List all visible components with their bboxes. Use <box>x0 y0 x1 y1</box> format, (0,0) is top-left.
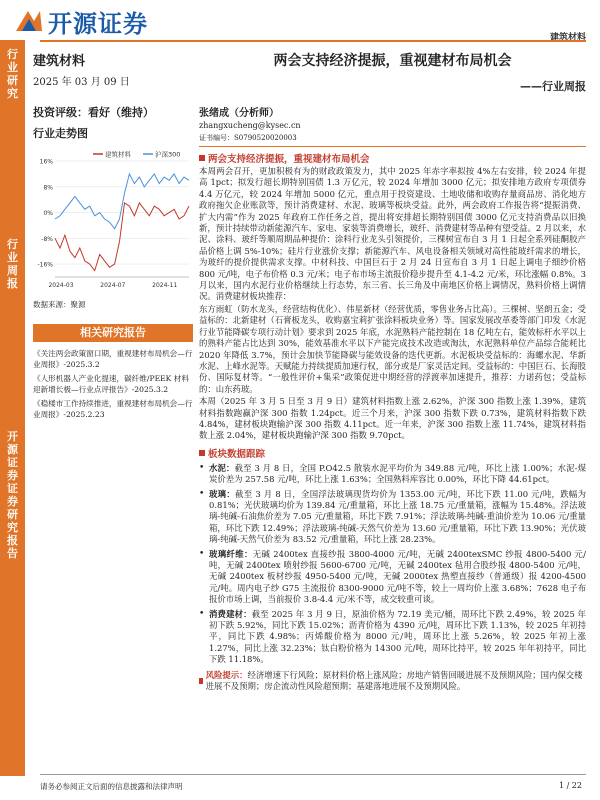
trend-chart-title: 行业走势图 <box>33 127 88 140</box>
analyst-divider <box>199 146 586 147</box>
report-title: 两会支持经济提振，重视建材布局机会 <box>273 53 512 69</box>
chart-legend-label: 建筑材料 <box>105 150 131 159</box>
logo-mark-icon <box>14 7 44 35</box>
bullet-text: 无碱 2400tex 直接纱报 3800-4000 元/吨，无碱 2400texSMC 纱报 4800-5400 元/吨，无碱 2400tex 喷射纱报 5600-6700 元/吨，无碱 2400tex 毡用合股纱报 4800-5400 元/吨，无碱 2400tex 板材纱报 4950-5400 元/吨，无碱 2000tex 热塑直接纱（普通级）报 4200-4500 元/吨。周内电子纱 G75 主流报价 8300-9000 元/吨不等，较上一周均价上涨 3.68%；7628 电子布报价市场上调，当前报价 3.8-4.4 元/米不等，成交较重可谈。 <box>209 548 586 605</box>
analyst-name: 张绪成（分析师） <box>199 108 279 119</box>
sidebar-label-research: 行 业 研 究 <box>7 48 18 100</box>
related-research-list <box>33 348 193 420</box>
section-square-icon <box>199 678 203 684</box>
analyst-email[interactable]: zhangxucheng@kysec.cn <box>199 121 301 130</box>
section-header-data <box>199 446 586 460</box>
bullet-icon: • <box>199 488 205 499</box>
bullet-text: 截至 3 月 8 日，全国 P.O42.5 散装水泥平均价为 349.88 元/吨，环比上涨 1.00%；水泥-煤炭价差为 257.58 元/吨，环比上涨 1.63%；全国熟料库容比 0.00%，环比下降 44.61pct。 <box>209 462 586 485</box>
footer-divider <box>40 774 586 775</box>
header-category: 建筑材料 <box>549 33 586 43</box>
report-date: 2025 年 03 月 09 日 <box>33 77 130 88</box>
brand-name: 开源证券 <box>48 9 148 38</box>
list-item <box>199 463 586 486</box>
bullet-text: 截至 3 月 8 日，全国浮法玻璃现货均价为 1353.00 元/吨，环比下跌 11.00 元/吨，跌幅为 0.81%；光伏玻璃均价为 139.84 元/重量箱，环比上涨 18.75 元/重量箱，涨幅为 15.48%。浮法玻璃-纯碱-石油焦价差为 7.05 元/重量箱，环比下跌 7.91%；浮法玻璃-纯碱-重油价差为 10.06 元/重量箱，环比下跌 12.49%；浮法玻璃-纯碱-天然气价差为 13.60 元/重量箱，环比下跌 13.90%；光伏玻璃-纯碱-天然气价差为 83.52 元/重量箱，环比上涨 28.23%。 <box>209 488 586 545</box>
header-divider <box>40 40 586 42</box>
chart-source: 数据来源：聚源 <box>33 300 86 309</box>
chart-xtick-label: 2024-03 <box>48 282 74 289</box>
bullet-head: 玻璃纤维： <box>209 548 253 559</box>
chart-xtick-label: 2024-11 <box>152 282 178 289</box>
bullet-head: 消费建材： <box>209 608 252 619</box>
list-item <box>199 609 586 666</box>
chart-ytick-label: 0% <box>43 210 53 218</box>
bullet-head: 玻璃： <box>209 488 236 499</box>
related-research-header: 相关研究报告 <box>33 324 193 342</box>
page-number: 1 / 22 <box>558 781 582 790</box>
section-title: 板块数据跟踪 <box>208 448 266 460</box>
brand-logo <box>14 6 148 36</box>
investment-rating: 投资评级：看好（维持） <box>33 106 154 119</box>
chart-series-line <box>55 203 189 271</box>
chart-ytick-label: 8% <box>43 184 53 192</box>
list-item <box>199 549 586 606</box>
summary-paragraph-1: 本周两会召开，更加积极有为的财政政策发力，其中 2025 年赤字率拟按 4%左右安排，较 2024 年提高 1pct；拟发行超长期特别国债 1.3 万亿元，较 2024 年增加 3000 亿元；拟安排地方政府专项债券 4.4 万亿元，较 2024 年增加 5000 亿元，重点用于投资建设、土地收储和收购存量商品房、消化地方政府拖欠企业账款等，预计消费建材、水泥、玻璃等板块受益。此外，两会政府工作报告将“提振消费、扩大内需”作为 2025 年政府工作任务之首，提出将安排超长期特别国债 3000 亿元支持消费品以旧换新，预计持续带动新能源汽车、家电、家装等消费增长，玻纤、消费建材等品种有望受益。2 月以来，水泥、涂料、玻纤等顺周期品种提价：涂料行业龙头引领提价，三棵树宣布自 3 月 1 日起全系列硅酮胶产品价格上调 5%-10%；硅片行业涨价支撑；新能源汽车、风电设备相关领域对高性能玻纤需求的增长，为玻纤的提价提供需求支撑。中材科技、中国巨石于 2 月 24 日宣布自 3 月 1 日起上调电子细纱价格 800 元/吨，电子布价格 0.3 元/米；电子布市场主流报价稳步提升至 4.1-4.2 元/米，环比涨幅 0.8%。3 月以来，国内水泥行业价格继续上行态势，东三省、长三角及中南地区价格上调情况，熟料价格上调情况。消费建材板块推荐： <box>199 166 586 302</box>
analyst-cert: 证书编号：S0790520020003 <box>199 134 297 142</box>
sidebar-label-weekly: 行 业 周 报 <box>7 238 18 290</box>
left-column <box>33 50 193 423</box>
section-square-icon <box>199 450 205 456</box>
sidebar-label-report: 开 源 证 券 证 券 研 究 报 告 <box>7 430 18 560</box>
trend-chart-svg <box>33 147 193 297</box>
bullet-icon: • <box>199 548 205 559</box>
chart-xtick-label: 2024-07 <box>100 282 126 289</box>
trend-chart <box>33 147 193 297</box>
risk-text: 经济增速下行风险；原材料价格上涨风险；房地产销售回暖进展不及预期风险；国内保交楼进展不及预期；房企流动性风险超预期；基建落地进展不及预期风险。 <box>205 669 583 692</box>
related-item[interactable]: 《稳楼市工作持续推进，重视建材布局机会—行业周报》-2025.2.23 <box>33 399 193 419</box>
report-subtitle: ——行业周报 <box>520 80 586 93</box>
industry-name: 建筑材料 <box>33 54 86 69</box>
summary-paragraph-3: 本周（2025 年 3 月 5 日至 3 月 9 日）建筑材料指数上涨 2.62%，沪深 300 指数上涨 1.39%，建筑材料指数跑赢沪深 300 指数 1.24pct。近三个月来，沪深 300 指数下跌 0.73%，建筑材料指数下跌 4.84%，建材板块跑输沪深 300 指数 4.11pct。近一年来，沪深 300 指数上涨 11.74%，建筑材料指数上涨 2.04%，建材板块跑输沪深 300 指数 9.70pct。 <box>199 396 586 441</box>
data-bullets <box>199 463 586 666</box>
section-title: 两会支持经济提振，重视建材布局机会 <box>208 154 370 165</box>
bullet-head: 水泥： <box>209 462 235 473</box>
chart-ytick-label: 16% <box>39 158 53 166</box>
risk-head: 风险提示： <box>205 669 248 680</box>
bullet-icon: • <box>199 608 205 619</box>
main-column <box>199 50 586 692</box>
summary-paragraph-2: 东方雨虹（防水龙头，经营结构优化）、伟星新材（经营优质，零售业务占比高）。三棵树、坚朗五金；受益标的：北新建材（石膏板龙头，收购嘉宝莉扩张涂料板块业务）等。国家发展改革委等部门印发《水泥行业节能降碳专项行动计划》要求到 2025 年底，水泥熟料产能控制在 18 亿吨左右，能效标杆水平以上的熟料产能占比达到 30%，能效基准水平以下产能完成技术改造或淘汰，水泥熟料单位产品综合能耗比 2020 年降低 3.7%，预计会加快节能降碳与能效设备的迭代更新。水泥板块受益标的：海螺水泥、华新水泥、上峰水泥等。天赋能力持续提质加速行权，部分或是厂家灵活定间。受益标的：中国巨石、长海股份、国际复材等。“一般性评价+集采”政策促进中期经营的浮渡率加速提升，推荐：力诺药包；受益标的：山东药玻。 <box>199 303 586 394</box>
bullet-text: 截至 2025 年 3 月 9 日，原油价格为 72.19 美元/桶，周环比下跌 2.49%，较 2025 年初下跌 5.92%，同比下跌 15.02%；沥青价格为 4390 元/吨，周环比下跌 1.13%，较 2025 年初持平，同比下跌 4.98%；丙烯酸价格为 8000 元/吨，周环比上涨 5.26%，较 2025 年初上涨 1.27%，同比上涨 32.23%；钛白粉价格为 14300 元/吨，周环比持平，较 2025 年年初持平，同比下跌 11.18%。 <box>209 608 586 665</box>
bullet-icon: • <box>199 462 205 473</box>
footer-disclaimer: 请务必参阅正文后面的信息披露和法律声明 <box>40 782 183 791</box>
sidebar-stripe <box>0 40 25 776</box>
chart-ytick-label: -16% <box>37 261 53 269</box>
related-item[interactable]: 《关注两会政策窗口期，重视建材布局机会—行业周报》-2025.3.2 <box>33 349 193 369</box>
section-square-icon <box>199 155 205 161</box>
chart-legend-label: 沪深300 <box>155 150 181 159</box>
list-item <box>199 489 586 546</box>
risk-section <box>199 670 586 693</box>
analyst-info <box>199 104 586 147</box>
related-item[interactable]: 《人形机器人产业化提速，碳纤维/PEEK 材料迎新增长极—行业点评报告》-2025.3.2 <box>33 374 189 394</box>
section-header-summary <box>199 151 586 165</box>
chart-ytick-label: -8% <box>41 235 53 243</box>
